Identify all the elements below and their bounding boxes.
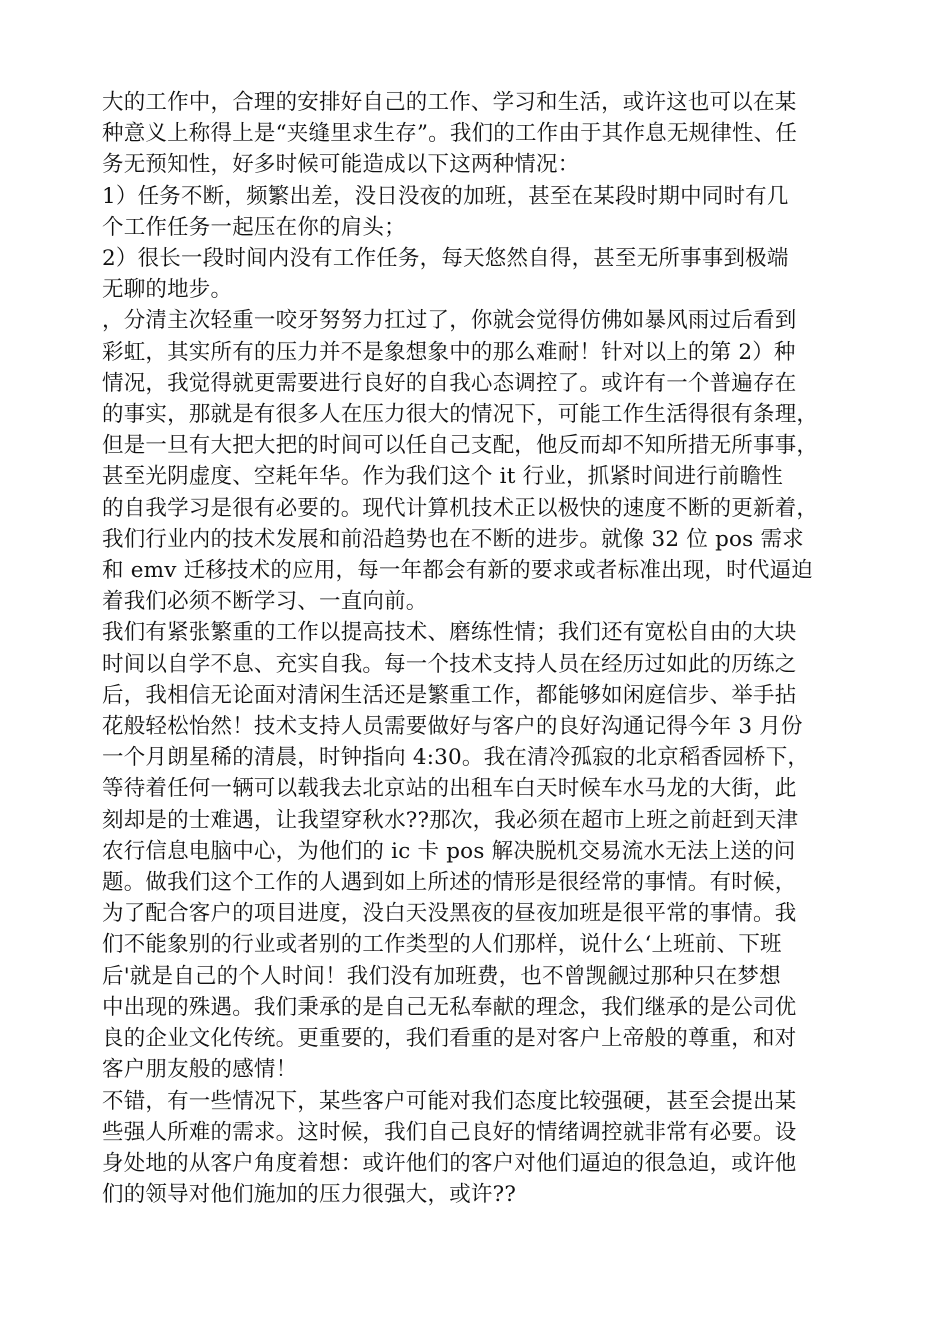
text-line: ，分清主次轻重一咬牙努努力扛过了，你就会觉得仿佛如暴风雨过后看到 xyxy=(102,308,797,334)
text-line: 我们有紧张繁重的工作以提高技术、磨练性情；我们还有宽松自由的大块 xyxy=(102,620,797,646)
text-line: 们的领导对他们施加的压力很强大，或许?? xyxy=(102,1182,517,1208)
text-line: 我们行业内的技术发展和前沿趋势也在不断的进步。就像 32 位 pos 需求 xyxy=(102,526,804,552)
text-line: 和 emv 迁移技术的应用，每一年都会有新的要求或者标准出现，时代逼迫 xyxy=(102,558,813,584)
text-line: 后'就是自己的个人时间！我们没有加班费，也不曾觊觎过那种只在梦想 xyxy=(102,963,781,989)
text-line: 花般轻松怡然！技术支持人员需要做好与客户的良好沟通记得今年 3 月份 xyxy=(102,714,803,740)
text-line: 后，我相信无论面对清闲生活还是繁重工作，都能够如闲庭信步、举手拈 xyxy=(102,682,797,708)
text-line: 种意义上称得上是“夹缝里求生存”。我们的工作由于其作息无规律性、任 xyxy=(102,121,798,147)
text-line: 时间以自学不息、充实自我。每一个技术支持人员在经历过如此的历练之 xyxy=(102,651,797,677)
text-line: 良的企业文化传统。更重要的，我们看重的是对客户上帝般的尊重，和对 xyxy=(102,1026,797,1052)
text-line: 不错，有一些情况下，某些客户可能对我们态度比较强硬，甚至会提出某 xyxy=(102,1088,797,1114)
text-line: 2）很长一段时间内没有工作任务，每天悠然自得，甚至无所事事到极端 xyxy=(102,246,789,272)
text-line: 个工作任务一起压在你的肩头； xyxy=(102,214,406,240)
text-line: 一个月朗星稀的清晨，时钟指向 4:30。我在清冷孤寂的北京稻香园桥下， xyxy=(102,745,810,771)
text-line: 为了配合客户的项目进度，没白天没黑夜的昼夜加班是很平常的事情。我 xyxy=(102,901,797,927)
text-line: 大的工作中，合理的安排好自己的工作、学习和生活，或许这也可以在某 xyxy=(102,90,797,115)
text-line: 甚至光阴虚度、空耗年华。作为我们这个 it 行业，抓紧时间进行前瞻性 xyxy=(102,464,783,490)
text-line: 身处地的从客户角度着想：或许他们的客户对他们逼迫的很急迫，或许他 xyxy=(102,1150,797,1176)
text-line: 彩虹，其实所有的压力并不是象想象中的那么难耐！针对以上的第 2）种 xyxy=(102,339,796,365)
text-line: 等待着任何一辆可以载我去北京站的出租车白天时候车水马龙的大街，此 xyxy=(102,776,797,802)
text-line: 农行信息电脑中心，为他们的 ic 卡 pos 解决脱机交易流水无法上送的问 xyxy=(102,838,796,864)
text-line: 1）任务不断，频繁出差，没日没夜的加班，甚至在某段时期中同时有几 xyxy=(102,183,789,209)
text-line: 刻却是的士难遇，让我望穿秋水??那次，我必须在超市上班之前赶到天津 xyxy=(102,807,799,833)
text-line: 中出现的殊遇。我们秉承的是自己无私奉献的理念，我们继承的是公司优 xyxy=(102,994,797,1020)
text-line: 们不能象别的行业或者别的工作类型的人们那样，说什么‘上班前、下班 xyxy=(102,932,782,958)
text-line: 但是一旦有大把大把的时间可以任自己支配，他反而却不知所措无所事事， xyxy=(102,433,819,459)
text-line: 着我们必须不断学习、一直向前。 xyxy=(102,589,428,615)
text-line: 些强人所难的需求。这时候，我们自己良好的情绪调控就非常有必要。设 xyxy=(102,1119,797,1145)
text-line: 客户朋友般的感情！ xyxy=(102,1057,298,1083)
text-line: 无聊的地步。 xyxy=(102,277,233,303)
text-line: 的自我学习是很有必要的。现代计算机技术正以极快的速度不断的更新着， xyxy=(102,495,819,521)
text-line: 的事实，那就是有很多人在压力很大的情况下，可能工作生活得很有条理， xyxy=(102,402,819,428)
text-line: 务无预知性，好多时候可能造成以下这两种情况： xyxy=(102,152,580,178)
document-body xyxy=(102,87,862,1210)
text-line: 情况，我觉得就更需要进行良好的自我心态调控了。或许有一个普遍存在 xyxy=(102,370,797,396)
text-line: 题。做我们这个工作的人遇到如上所述的情形是很经常的事情。有时候， xyxy=(102,870,797,896)
